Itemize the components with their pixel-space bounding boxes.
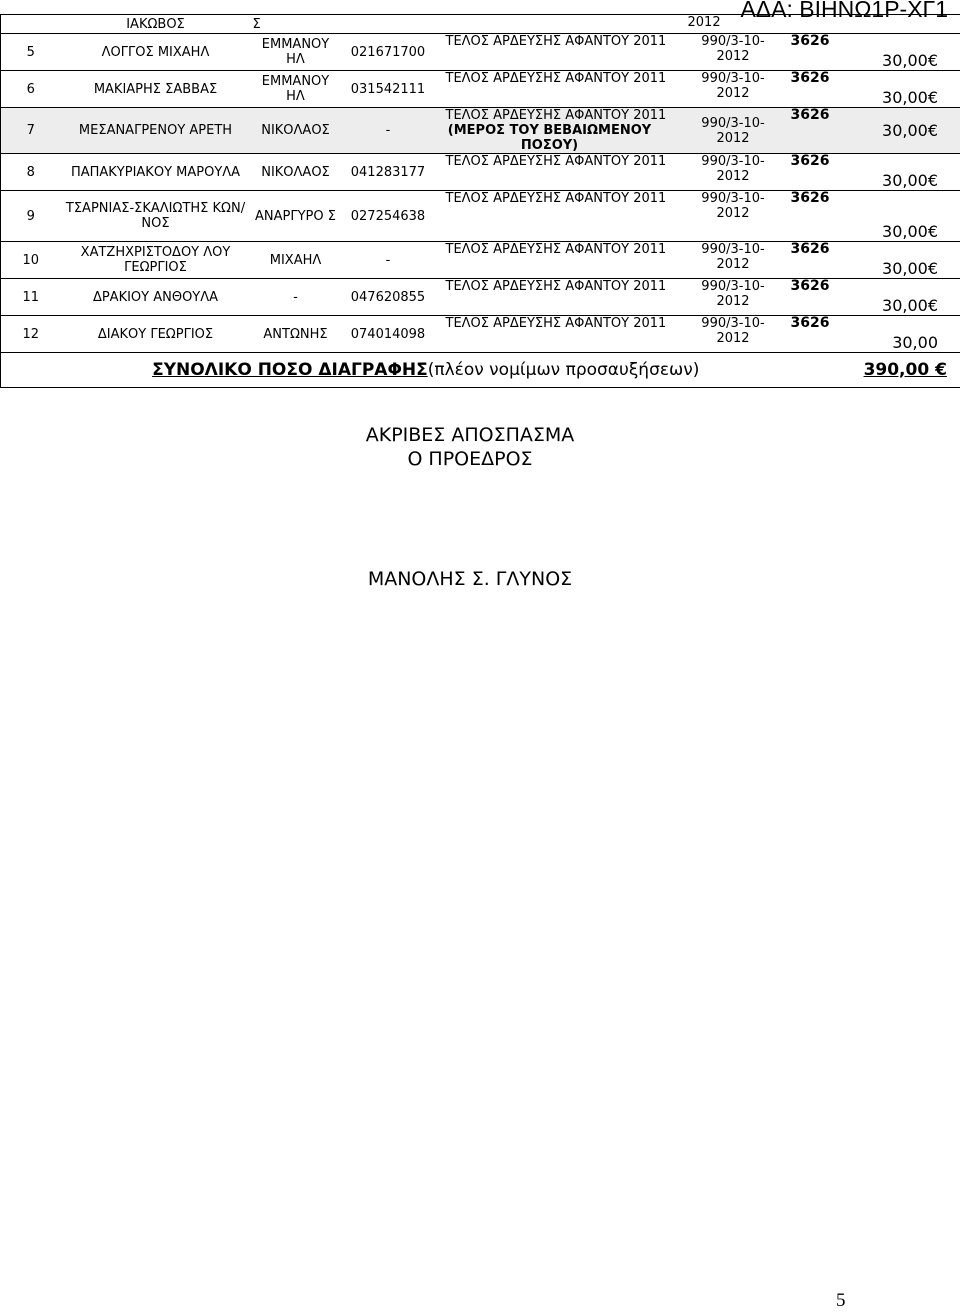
row-code: 3626	[781, 242, 851, 279]
row-father: ΑΝΑΡΓΥΡΟ Σ	[251, 191, 341, 242]
row-father: ΝΙΚΟΛΑΟΣ	[251, 154, 341, 191]
row-description	[436, 279, 686, 316]
row-decision: 990/3-10-2012	[686, 242, 781, 279]
row-amount: 30,00€	[851, 191, 960, 242]
row-afm: -	[341, 242, 436, 279]
certified-extract: ΑΚΡΙΒΕΣ ΑΠΟΣΠΑΣΜΑ	[0, 424, 940, 447]
row-father: -	[251, 279, 341, 316]
row-description	[436, 191, 686, 242]
row-father: ΜΙΧΑΗΛ	[251, 242, 341, 279]
row-decision: 990/3-10-2012	[686, 34, 781, 71]
row-amount: 30,00€	[851, 34, 960, 71]
table-row	[1, 279, 960, 316]
president-title: Ο ΠΡΟΕΔΡΟΣ	[0, 448, 940, 471]
row-decision: 990/3-10-2012	[686, 279, 781, 316]
row-description-text: ΤΕΛΟΣ ΑΡΔΕΥΣΗΣ ΑΦΑΝΤΟΥ 2011	[446, 279, 684, 294]
row-afm: 041283177	[341, 154, 436, 191]
row-name: ΙΑΚΩΒΟΣ	[61, 15, 251, 34]
row-code: 3626	[781, 108, 851, 154]
row-afm: 074014098	[341, 316, 436, 353]
table-row	[1, 242, 960, 279]
row-description-text: ΤΕΛΟΣ ΑΡΔΕΥΣΗΣ ΑΦΑΝΤΟΥ 2011	[446, 34, 684, 49]
row-code: 3626	[781, 191, 851, 242]
row-amount: 30,00€	[851, 279, 960, 316]
debt-write-off-table	[0, 14, 960, 388]
row-number: 10	[1, 242, 61, 279]
row-father: ΑΝΤΩΝΗΣ	[251, 316, 341, 353]
table-row	[1, 108, 960, 154]
page-number: 5	[836, 1290, 846, 1312]
signature-name: ΜΑΝΟΛΗΣ Σ. ΓΛΥΝΟΣ	[0, 568, 940, 591]
row-description	[436, 154, 686, 191]
row-number: 9	[1, 191, 61, 242]
row-decision: 990/3-10-2012	[686, 108, 781, 154]
table-row	[1, 191, 960, 242]
row-code: 3626	[781, 71, 851, 108]
row-afm: -	[341, 108, 436, 154]
total-row	[1, 353, 960, 388]
total-amount: 390,00 €	[851, 353, 960, 388]
row-description	[436, 34, 686, 71]
row-name: ΔΡΑΚΙΟΥ ΑΝΘΟΥΛΑ	[61, 279, 251, 316]
row-amount: 30,00€	[851, 71, 960, 108]
row-name: ΜΑΚΙΑΡΗΣ ΣΑΒΒΑΣ	[61, 71, 251, 108]
row-code: 3626	[781, 279, 851, 316]
row-name: ΧΑΤΖΗΧΡΙΣΤΟΔΟΥ ΛΟΥ ΓΕΩΡΓΙΟΣ	[61, 242, 251, 279]
row-number: 7	[1, 108, 61, 154]
row-name: ΠΑΠΑΚΥΡΙΑΚΟΥ ΜΑΡΟΥΛΑ	[61, 154, 251, 191]
row-name: ΜΕΣΑΝΑΓΡΕΝΟΥ ΑΡΕΤΗ	[61, 108, 251, 154]
row-afm: 027254638	[341, 191, 436, 242]
table-row	[1, 15, 960, 34]
row-name: ΔΙΑΚΟΥ ΓΕΩΡΓΙΟΣ	[61, 316, 251, 353]
row-description-text: ΤΕΛΟΣ ΑΡΔΕΥΣΗΣ ΑΦΑΝΤΟΥ 2011	[446, 242, 684, 257]
row-amount: 30,00€	[851, 108, 960, 154]
row-father: ΝΙΚΟΛΑΟΣ	[251, 108, 341, 154]
row-number: 6	[1, 71, 61, 108]
row-description	[436, 316, 686, 353]
row-afm: 021671700	[341, 34, 436, 71]
row-description	[436, 71, 686, 108]
row-amount: 30,00€	[851, 154, 960, 191]
row-description	[436, 242, 686, 279]
row-decision: 990/3-10-2012	[686, 191, 781, 242]
row-description-text: ΤΕΛΟΣ ΑΡΔΕΥΣΗΣ ΑΦΑΝΤΟΥ 2011	[446, 154, 684, 169]
row-number: 8	[1, 154, 61, 191]
row-code: 3626	[781, 34, 851, 71]
ada-code: ΑΔΑ: ΒΙΗΝΩ1Ρ-ΧΓ1	[740, 0, 948, 23]
row-decision: 990/3-10-2012	[686, 71, 781, 108]
row-father: ΕΜΜΑΝΟΥ ΗΛ	[251, 34, 341, 71]
row-year: 2012	[686, 15, 781, 34]
row-code: 3626	[781, 154, 851, 191]
row-number: 5	[1, 34, 61, 71]
row-decision: 990/3-10-2012	[686, 316, 781, 353]
row-number: 11	[1, 279, 61, 316]
row-number: 12	[1, 316, 61, 353]
row-name: ΛΟΓΓΟΣ ΜΙΧΑΗΛ	[61, 34, 251, 71]
table-row	[1, 154, 960, 191]
row-description-note: (ΜΕΡΟΣ ΤΟΥ ΒΕΒΑΙΩΜΕΝΟΥ ΠΟΣΟΥ)	[446, 123, 684, 153]
row-amount: 30,00€	[851, 242, 960, 279]
row-description-text: ΤΕΛΟΣ ΑΡΔΕΥΣΗΣ ΑΦΑΝΤΟΥ 2011	[446, 108, 684, 123]
row-description-text: ΤΕΛΟΣ ΑΡΔΕΥΣΗΣ ΑΦΑΝΤΟΥ 2011	[446, 191, 684, 206]
total-note: (πλέον νομίμων προσαυξήσεων)	[428, 360, 700, 380]
table-row	[1, 71, 960, 108]
total-label: ΣΥΝΟΛΙΚΟ ΠΟΣΟ ΔΙΑΓΡΑΦΗΣ	[152, 360, 428, 380]
row-description-text: ΤΕΛΟΣ ΑΡΔΕΥΣΗΣ ΑΦΑΝΤΟΥ 2011	[446, 71, 684, 86]
table-row	[1, 316, 960, 353]
row-afm: 031542111	[341, 71, 436, 108]
table-row	[1, 34, 960, 71]
row-code: 3626	[781, 316, 851, 353]
row-description-text: ΤΕΛΟΣ ΑΡΔΕΥΣΗΣ ΑΦΑΝΤΟΥ 2011	[446, 316, 684, 331]
row-name: ΤΣΑΡΝΙΑΣ-ΣΚΑΛΙΩΤΗΣ ΚΩΝ/ΝΟΣ	[61, 191, 251, 242]
row-father: ΕΜΜΑΝΟΥ ΗΛ	[251, 71, 341, 108]
row-decision: 990/3-10-2012	[686, 154, 781, 191]
row-description	[436, 108, 686, 154]
row-afm: 047620855	[341, 279, 436, 316]
row-amount: 30,00	[851, 316, 960, 353]
row-father: Σ	[251, 15, 341, 34]
